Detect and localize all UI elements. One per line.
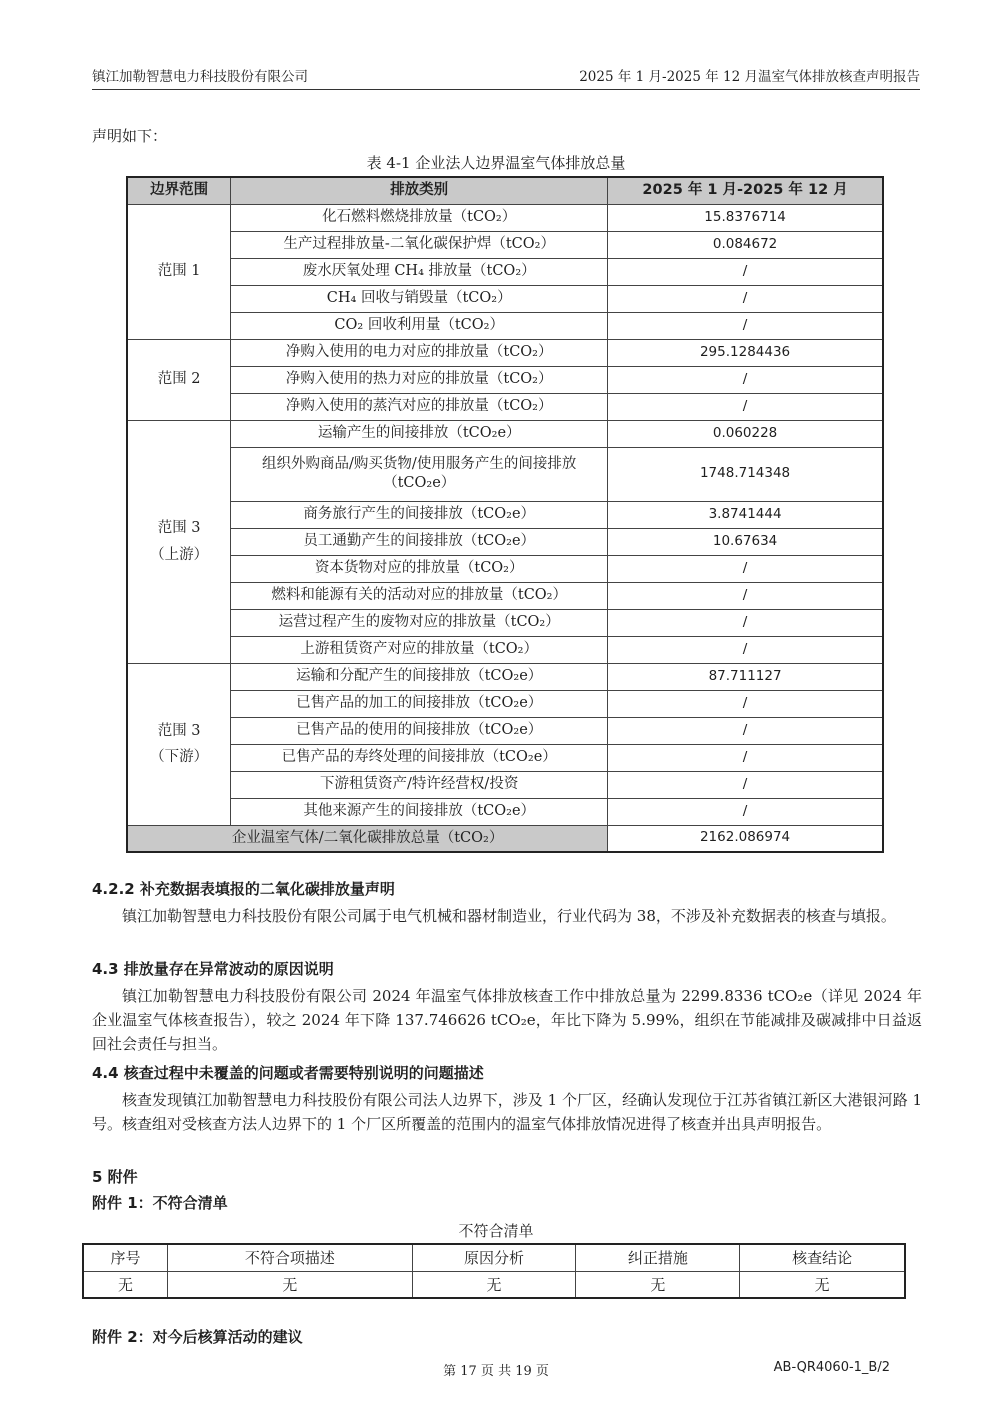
table-row [127, 204, 883, 231]
table-caption: 表 4-1 企业法人边界温室气体排放总量 [366, 154, 626, 172]
table-row [127, 366, 883, 393]
category-cell: 已售产品的加工的间接排放（tCO₂e） [231, 690, 608, 717]
category-cell: 化石燃料燃烧排放量（tCO₂） [231, 204, 608, 231]
scope-label-text: 范围 1 [157, 263, 201, 280]
section-4-2-2-text: 镇江加勒智慧电力科技股份有限公司属于电气机械和器材制造业，行业代码为 38，不涉及补充数据表的核查与填报。 [122, 907, 896, 925]
table-row [127, 258, 883, 285]
value-cell: / [608, 744, 883, 771]
table-row [127, 582, 883, 609]
nc-cell: 无 [83, 1271, 168, 1298]
table-header-row [127, 177, 883, 204]
table-row [127, 285, 883, 312]
table-row [127, 420, 883, 447]
scope-label-text: 范围 3 [157, 722, 201, 739]
value-cell: 1748.714348 [608, 447, 883, 501]
page-number: 第 17 页 共 19 页 [443, 1364, 549, 1379]
category-cell: 其他来源产生的间接排放（tCO₂e） [231, 798, 608, 825]
header-report-title: 2025 年 1 月-2025 年 12 月温室气体排放核查声明报告 [579, 69, 920, 85]
category-cell: 组织外购商品/购买货物/使用服务产生的间接排放（tCO₂e） [231, 447, 608, 501]
header-company: 镇江加勒智慧电力科技股份有限公司 [92, 69, 308, 85]
category-cell: 燃料和能源有关的活动对应的排放量（tCO₂） [231, 582, 608, 609]
table-row [127, 501, 883, 528]
section-4-3-heading: 4.3 排放量存在异常波动的原因说明 [92, 960, 334, 978]
category-cell: 下游租赁资产/特许经营权/投资 [231, 771, 608, 798]
value-cell: / [608, 771, 883, 798]
header-period: 2025 年 1 月-2025 年 12 月 [608, 177, 883, 204]
total-value: 2162.086974 [608, 825, 883, 852]
category-cell: 运输产生的间接排放（tCO₂e） [231, 420, 608, 447]
nc-cell: 无 [168, 1271, 412, 1298]
value-cell: 295.1284436 [608, 339, 883, 366]
value-cell: / [608, 717, 883, 744]
category-cell: 已售产品的使用的间接排放（tCO₂e） [231, 717, 608, 744]
nc-cell: 无 [576, 1271, 740, 1298]
table-row [127, 339, 883, 366]
category-cell: CO₂ 回收利用量（tCO₂） [231, 312, 608, 339]
table-row [127, 663, 883, 690]
nc-header-no: 序号 [83, 1244, 168, 1271]
value-cell: 3.8741444 [608, 501, 883, 528]
nc-cell: 无 [740, 1271, 905, 1298]
section-5-heading: 5 附件 [92, 1168, 138, 1186]
table-row [127, 231, 883, 258]
category-cell: 资本货物对应的排放量（tCO₂） [231, 555, 608, 582]
section-4-2-2-heading: 4.2.2 补充数据表填报的二氧化碳排放量声明 [92, 880, 395, 898]
value-cell: / [608, 258, 883, 285]
value-cell: / [608, 798, 883, 825]
scope-label-subtext: （上游） [150, 546, 209, 563]
category-cell: CH₄ 回收与销毁量（tCO₂） [231, 285, 608, 312]
category-cell: 上游租赁资产对应的排放量（tCO₂） [231, 636, 608, 663]
table-row [127, 798, 883, 825]
header-scope: 边界范围 [127, 177, 231, 204]
value-cell: 10.67634 [608, 528, 883, 555]
value-cell: 0.084672 [608, 231, 883, 258]
category-cell: 已售产品的寿终处理的间接排放（tCO₂e） [231, 744, 608, 771]
intro-text: 声明如下： [92, 127, 168, 145]
scope-label [127, 420, 231, 663]
table-row [127, 609, 883, 636]
nonconformity-table [82, 1243, 906, 1299]
category-cell: 废水厌氧处理 CH₄ 排放量（tCO₂） [231, 258, 608, 285]
scope-label-text: 范围 2 [157, 371, 201, 388]
category-cell: 运营过程产生的废物对应的排放量（tCO₂） [231, 609, 608, 636]
value-cell: / [608, 582, 883, 609]
nc-header-desc: 不符合项描述 [168, 1244, 412, 1271]
table-row [127, 555, 883, 582]
scope-label-subtext: （下游） [150, 749, 209, 765]
category-cell: 净购入使用的热力对应的排放量（tCO₂） [231, 366, 608, 393]
table-row [83, 1271, 905, 1298]
category-cell: 生产过程排放量-二氧化碳保护焊（tCO₂） [231, 231, 608, 258]
nc-header-correction: 纠正措施 [576, 1244, 740, 1271]
value-cell: 15.8376714 [608, 204, 883, 231]
value-cell: / [608, 393, 883, 420]
category-cell: 净购入使用的电力对应的排放量（tCO₂） [231, 339, 608, 366]
section-4-4-heading: 4.4 核查过程中未覆盖的问题或者需要特别说明的问题描述 [92, 1064, 484, 1082]
emissions-table [126, 176, 884, 853]
value-cell: / [608, 366, 883, 393]
table-row [127, 528, 883, 555]
header-category: 排放类别 [231, 177, 608, 204]
value-cell: / [608, 690, 883, 717]
category-cell: 员工通勤产生的间接排放（tCO₂e） [231, 528, 608, 555]
nonconformity-caption: 不符合清单 [458, 1222, 534, 1240]
category-cell: 净购入使用的蒸汽对应的排放量（tCO₂） [231, 393, 608, 420]
attachment-2-label: 附件 2：对今后核算活动的建议 [92, 1328, 303, 1346]
scope-label [127, 204, 231, 339]
scope-label [127, 663, 231, 825]
table-row [127, 312, 883, 339]
value-cell: / [608, 312, 883, 339]
table-row [127, 690, 883, 717]
table-row [127, 447, 883, 501]
table-row [127, 393, 883, 420]
section-4-4-text: 核查发现镇江加勒智慧电力科技股份有限公司法人边界下，涉及 1 个厂区，经确认发现位于江苏省镇江新区大港银河路 1 号。核查组对受核查方法人边界下的 1 个厂区所覆盖的范围内的温室气体排放情况进得了核查并出具声明报告。 [92, 1091, 922, 1133]
value-cell: / [608, 285, 883, 312]
value-cell: / [608, 555, 883, 582]
section-4-3-text: 镇江加勒智慧电力科技股份有限公司 2024 年温室气体排放核查工作中排放总量为 2299.8336 tCO₂e（详见 2024 年企业温室气体核查报告），较之 2024 年下降 137.746626 tCO₂e，年比下降为 5.99%，组织在节能减排及碳减排中日益返回社会责任与担当。 [92, 987, 922, 1053]
document-code: AB-QR4060-1_B/2 [773, 1360, 890, 1375]
scope-label [127, 339, 231, 420]
page-header [92, 62, 920, 90]
scope-label-text: 范围 3 [157, 520, 201, 537]
value-cell: / [608, 609, 883, 636]
total-row [127, 825, 883, 852]
table-row [127, 771, 883, 798]
nc-cell: 无 [412, 1271, 576, 1298]
table-row [127, 717, 883, 744]
table-row [127, 636, 883, 663]
table-row [127, 744, 883, 771]
value-cell: / [608, 636, 883, 663]
table-header-row [83, 1244, 905, 1271]
value-cell: 87.711127 [608, 663, 883, 690]
total-label: 企业温室气体/二氧化碳排放总量（tCO₂） [127, 825, 608, 852]
attachment-1-label: 附件 1：不符合清单 [92, 1194, 228, 1212]
nc-header-conclusion: 核查结论 [740, 1244, 905, 1271]
nc-header-cause: 原因分析 [412, 1244, 576, 1271]
value-cell: 0.060228 [608, 420, 883, 447]
category-cell: 运输和分配产生的间接排放（tCO₂e） [231, 663, 608, 690]
category-cell: 商务旅行产生的间接排放（tCO₂e） [231, 501, 608, 528]
